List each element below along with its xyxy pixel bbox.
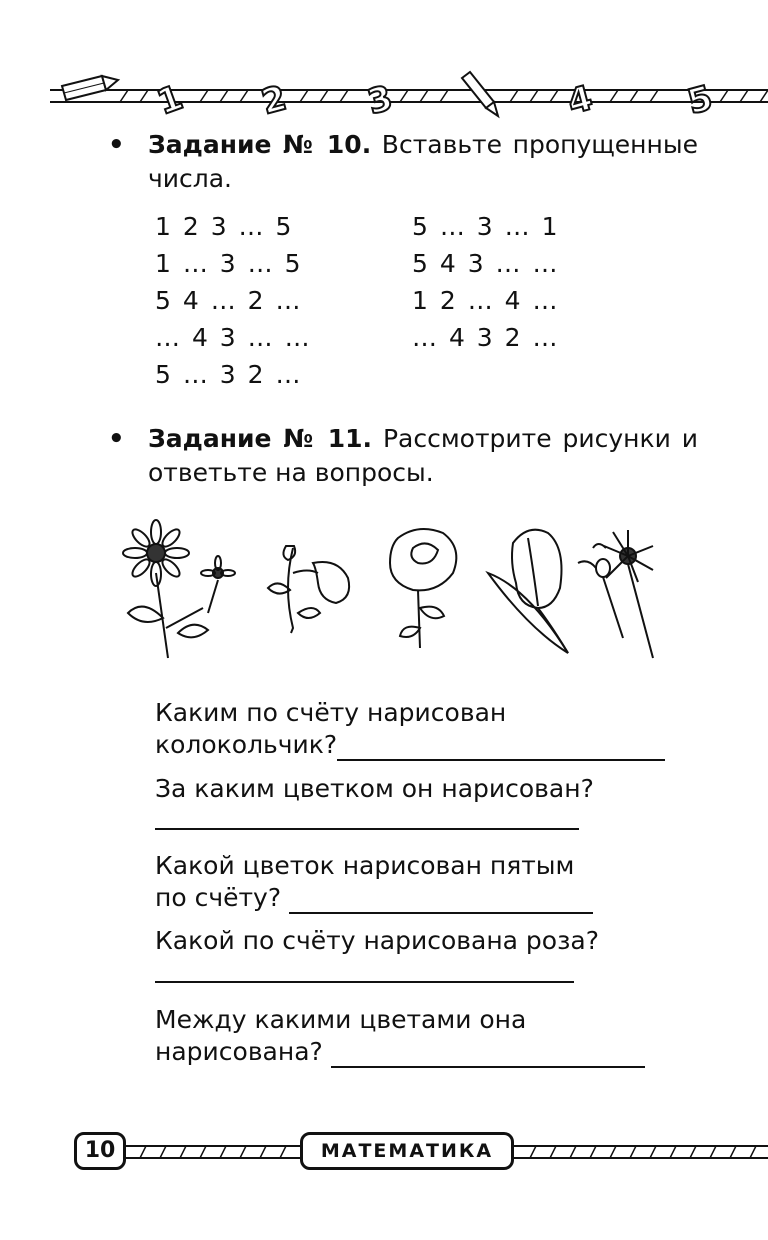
pencil-icon (462, 72, 498, 116)
answer-line[interactable] (331, 1040, 645, 1068)
bullet: • (108, 424, 125, 454)
task-11-text: Рассмотрите рисунки и ответьте на вопросы. (148, 424, 698, 487)
header-digit-3: 3 (363, 78, 397, 123)
subject-label: МАТЕМАТИКА (300, 1132, 514, 1170)
question-4 (155, 925, 675, 957)
pencil-icon (62, 76, 118, 100)
sequence-row: … 4 3 … … (155, 323, 312, 352)
task-10-title: Задание № 10. (148, 130, 372, 159)
sequence-row: 5 … 3 … 1 (412, 212, 560, 241)
sequence-row: 5 4 … 2 … (155, 286, 303, 315)
sequence-row: 5 4 3 … … (412, 249, 560, 278)
daisy-icon (123, 520, 235, 658)
sequence-row: 1 2 3 … 5 (155, 212, 294, 241)
task-11-instruction (148, 422, 698, 490)
question-text: Между какими цветами она (155, 1005, 527, 1034)
question-text: За каким цветком он нарисован? (155, 774, 594, 803)
sequence-row: 1 2 … 4 … (412, 286, 560, 315)
sequence-column-right (412, 208, 560, 356)
sequence-row: 1 … 3 … 5 (155, 249, 303, 278)
question-3 (155, 850, 675, 914)
question-5 (155, 1004, 675, 1068)
sequence-row: … 4 3 2 … (412, 323, 560, 352)
bullet: • (108, 130, 125, 160)
question-text: по счёту? (155, 883, 282, 912)
question-text: Какой по счёту нарисована роза? (155, 926, 599, 955)
header-digit-2: 2 (257, 78, 291, 123)
sequence-row: 5 … 3 2 … (155, 360, 303, 389)
answer-line[interactable] (337, 733, 665, 761)
page-number: 10 (74, 1132, 126, 1170)
task-10-text: Вставьте пропущенные числа. (148, 130, 698, 193)
question-2 (155, 773, 675, 805)
header-digit-4: 4 (563, 78, 597, 123)
header-digit-5: 5 (683, 78, 717, 123)
question-text: Какой цветок нарисован пятым (155, 851, 575, 880)
task-11-title: Задание № 11. (148, 424, 373, 453)
header-number-band (0, 68, 768, 128)
sequence-column-left (155, 208, 312, 393)
header-digit-1: 1 (152, 77, 189, 124)
question-text: Каким по счёту нарисован (155, 698, 507, 727)
question-1 (155, 697, 675, 761)
task-10 (108, 128, 698, 196)
task-10-instruction (148, 128, 698, 196)
answer-line[interactable] (289, 886, 593, 914)
bellflower-icon (268, 546, 349, 633)
tulip-icon (488, 530, 568, 653)
rose-icon (390, 529, 456, 648)
question-text: нарисована? (155, 1037, 323, 1066)
answer-line[interactable] (155, 828, 579, 830)
flowers-illustration (108, 518, 670, 663)
cornflower-icon (578, 530, 653, 658)
answer-line[interactable] (155, 981, 574, 983)
question-text: колокольчик? (155, 730, 338, 759)
task-11 (108, 422, 698, 490)
